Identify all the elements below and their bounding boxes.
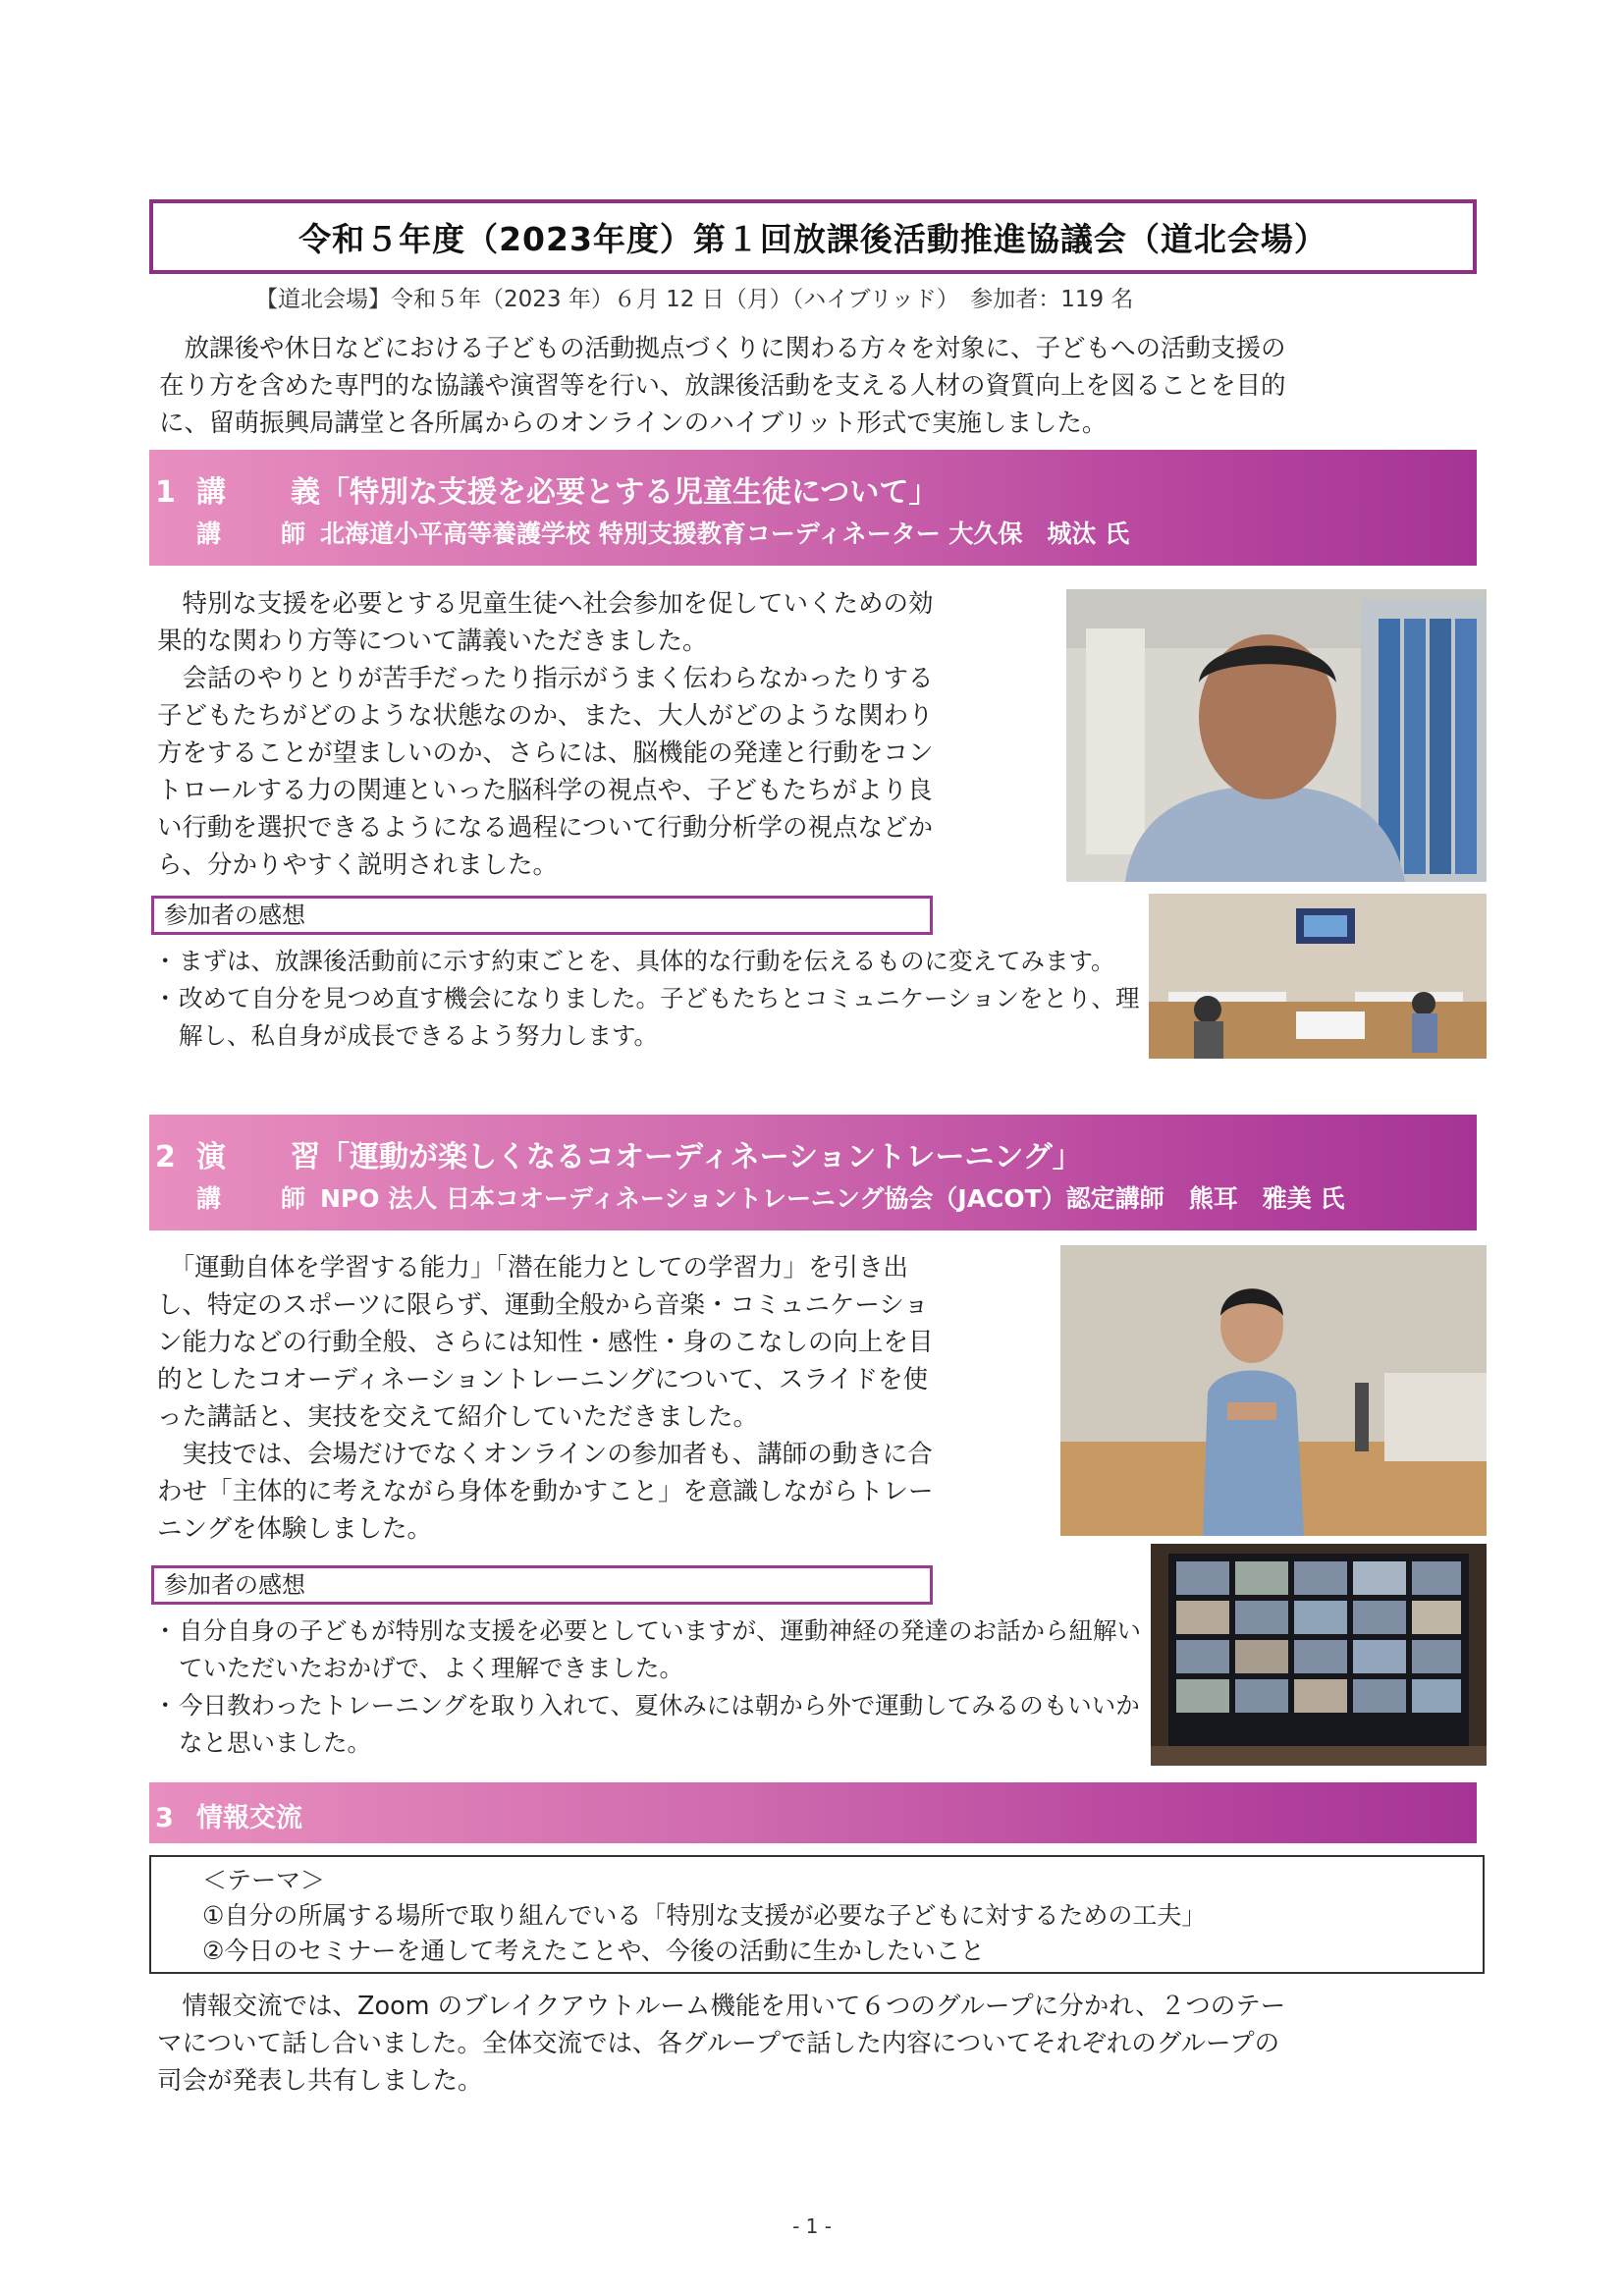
theme-title: ＜テーマ＞ xyxy=(202,1866,326,1894)
instructor-photo xyxy=(1060,1245,1487,1536)
list-item: ・ 自分自身の子どもが特別な支援を必要としていますが、運動神経の発達のお話から紐解いていただいたおかげで、よく理解できました。 xyxy=(153,1612,1147,1687)
impressions-list xyxy=(153,1612,1147,1762)
lecturer-label: 講 師 xyxy=(196,519,324,548)
page-title: 令和５年度（2023年度）第１回放課後活動推進協議会（道北会場） xyxy=(149,199,1477,274)
body-line: 果的な関わり方等について講義いただきました。 xyxy=(157,627,708,656)
theme-item: ②今日のセミナーを通して考えたことや、今後の活動に生かしたいこと xyxy=(202,1937,985,1965)
section-3-body xyxy=(157,1988,1483,2100)
body-line: 子どもたちがどのような状態なのか、また、大人がどのような関わり xyxy=(157,701,934,731)
body-line: トロールする力の関連といった脳科学の視点や、子どもたちがより良 xyxy=(157,776,933,805)
section-1-body xyxy=(157,585,1060,884)
section-label: 演 習 xyxy=(196,1140,338,1175)
body-line: 司会が発表し共有しました。 xyxy=(157,2066,483,2096)
section-label: 講 義 xyxy=(196,475,338,510)
body-line: し、特定のスポーツに限らず、運動全般から音楽・コミュニケーショ xyxy=(157,1290,929,1320)
intro-paragraph xyxy=(159,330,1485,442)
body-line: ニングを体験しました。 xyxy=(157,1514,432,1544)
theme-box xyxy=(149,1855,1485,1974)
section-number: 3 xyxy=(155,1803,174,1833)
body-line: ン能力などの行動全般、さらには知性・感性・身のこなしの向上を目 xyxy=(157,1328,934,1357)
page-number: - 1 - xyxy=(792,2214,832,2238)
lecturer-name: 北海道小平高等養護学校 特別支援教育コーディネーター 大久保 城汰 氏 xyxy=(320,519,1130,548)
body-line: 的としたコオーディネーショントレーニングについて、スライドを使 xyxy=(157,1365,929,1394)
intro-line: に、留萌振興局講堂と各所属からのオンラインのハイブリット形式で実施しました。 xyxy=(159,409,1108,438)
impressions-list xyxy=(153,943,1145,1055)
section-2-body xyxy=(157,1249,1060,1548)
section-heading: 情報交流 xyxy=(196,1803,302,1833)
section-heading: 「特別な支援を必要とする児童生徒について」 xyxy=(320,475,939,510)
section-2-header xyxy=(149,1115,1477,1230)
body-line: ら、分かりやすく説明されました。 xyxy=(157,850,559,880)
section-number: 1 xyxy=(155,475,176,510)
body-line: 実技では、会場だけでなくオンラインの参加者も、講師の動きに合 xyxy=(157,1440,933,1469)
impressions-title: 参加者の感想 xyxy=(151,896,933,935)
body-line: った講話と、実技を交えて紹介していただきました。 xyxy=(157,1402,759,1432)
lecturer-name: NPO 法人 日本コオーディネーショントレーニング協会（JACOT）認定講師 熊耳 雅美 氏 xyxy=(320,1184,1345,1213)
body-line: 「運動自体を学習する能力」「潜在能力としての学習力」を引き出 xyxy=(157,1253,909,1283)
body-line: 会話のやりとりが苦手だったり指示がうまく伝わらなかったりする xyxy=(157,664,934,693)
section-number: 2 xyxy=(155,1140,176,1175)
intro-line: 放課後や休日などにおける子どもの活動拠点づくりに関わる方々を対象に、子どもへの活動支援の xyxy=(159,334,1286,363)
online-meeting-photo xyxy=(1151,1544,1487,1766)
theme-item: ①自分の所属する場所で取り組んでいる「特別な支援が必要な子どもに対するための工夫」 xyxy=(202,1901,1207,1930)
body-line: わせ「主体的に考えながら身体を動かすこと」を意識しながらトレー xyxy=(157,1477,934,1506)
event-meta: 【道北会場】令和５年（2023 年）６月 12 日（月）（ハイブリッド） 参加者：119 名 xyxy=(255,287,1134,312)
body-line: 方をすることが望ましいのか、さらには、脳機能の発達と行動をコン xyxy=(157,738,934,768)
venue-photo xyxy=(1149,894,1487,1059)
body-line: 情報交流では、Zoom のブレイクアウトルーム機能を用いて６つのグループに分かれ、２つのテー xyxy=(157,1992,1286,2021)
list-item: ・ まずは、放課後活動前に示す約束ごとを、具体的な行動を伝えるものに変えてみます。 xyxy=(153,943,1145,980)
section-3-header xyxy=(149,1782,1477,1843)
body-line: 特別な支援を必要とする児童生徒へ社会参加を促していくための効 xyxy=(157,589,934,619)
section-heading: 「運動が楽しくなるコオーディネーショントレーニング」 xyxy=(320,1140,1082,1175)
lecturer-label: 講 師 xyxy=(196,1184,324,1213)
intro-line: 在り方を含めた専門的な協議や演習等を行い、放課後活動を支える人材の資質向上を図ることを目的 xyxy=(159,371,1286,401)
list-item: ・ 改めて自分を見つめ直す機会になりました。子どもたちとコミュニケーションをとり、理解し、私自身が成長できるよう努力します。 xyxy=(153,980,1145,1055)
impressions-title: 参加者の感想 xyxy=(151,1565,933,1605)
body-line: マについて話し合いました。全体交流では、各グループで話した内容についてそれぞれのグループの xyxy=(157,2029,1280,2058)
section-1-header xyxy=(149,450,1477,566)
list-item: ・ 今日教わったトレーニングを取り入れて、夏休みには朝から外で運動してみるのもいいかなと思いました。 xyxy=(153,1687,1147,1762)
lecturer-photo xyxy=(1066,589,1487,882)
body-line: い行動を選択できるようになる過程について行動分析学の視点などか xyxy=(157,813,933,843)
